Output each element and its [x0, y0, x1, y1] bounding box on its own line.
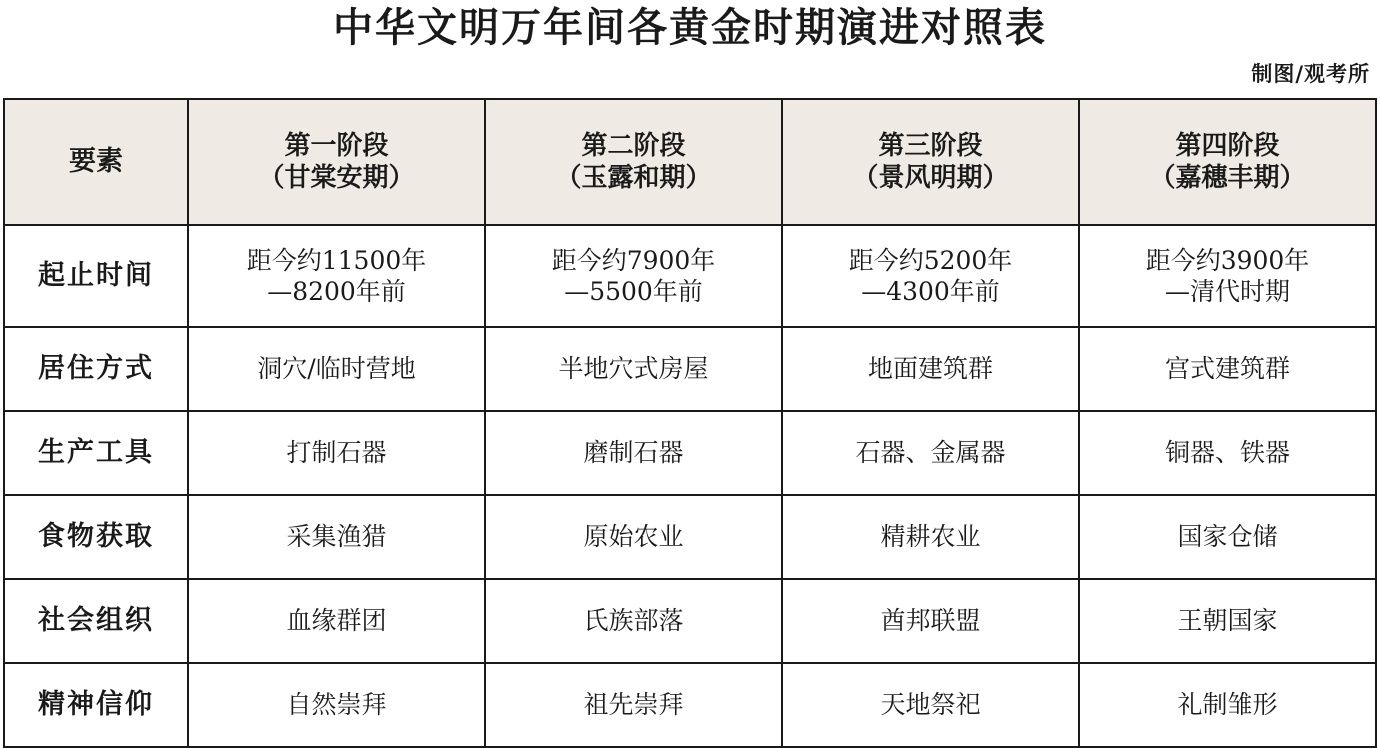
cell-line-2: —清代时期: [1164, 277, 1290, 306]
column-header-2-line2: （玉露和期）: [555, 163, 712, 193]
cell-tools-stage2: 磨制石器: [485, 411, 782, 495]
cell-dwelling-stage1: 洞穴/临时营地: [188, 327, 485, 411]
cell-food-stage1: 采集渔猎: [188, 495, 485, 579]
cell-social-stage4: 王朝国家: [1079, 579, 1376, 663]
cell-belief-stage4: 礼制雏形: [1079, 663, 1376, 747]
cell-food-stage2: 原始农业: [485, 495, 782, 579]
column-header-1-line2: （甘棠安期）: [258, 163, 415, 193]
cell-time-range-stage2: [485, 225, 782, 327]
cell-line-1: 距今约11500年: [246, 245, 427, 275]
column-header-1-line1: 第一阶段: [284, 130, 389, 161]
cell-line-1: 距今约3900年: [1145, 245, 1310, 275]
cell-food-stage4: 国家仓储: [1079, 495, 1376, 579]
row-header-time-range: 起止时间: [4, 225, 188, 327]
column-header-2-line1: 第二阶段: [581, 130, 686, 161]
column-header-4-line2: （嘉穗丰期）: [1149, 163, 1306, 193]
column-header-3-line1: 第三阶段: [878, 130, 983, 161]
cell-time-range-stage3: [782, 225, 1079, 327]
cell-social-stage2: 氏族部落: [485, 579, 782, 663]
cell-food-stage3: 精耕农业: [782, 495, 1079, 579]
comparison-table: [3, 98, 1377, 748]
cell-line-2: —8200年前: [267, 277, 406, 306]
cell-belief-stage3: 天地祭祀: [782, 663, 1079, 747]
row-header-belief: 精神信仰: [4, 663, 188, 747]
page-title: 中华文明万年间各黄金时期演进对照表: [333, 4, 1047, 51]
row-header-tools: 生产工具: [4, 411, 188, 495]
cell-belief-stage2: 祖先崇拜: [485, 663, 782, 747]
cell-dwelling-stage2: 半地穴式房屋: [485, 327, 782, 411]
table-row: [4, 225, 1376, 327]
table-header: [4, 99, 1376, 225]
cell-tools-stage1: 打制石器: [188, 411, 485, 495]
header-row: [4, 99, 1376, 225]
column-header-2: [485, 99, 782, 225]
cell-tools-stage4: 铜器、铁器: [1079, 411, 1376, 495]
cell-line-2: —5500年前: [564, 277, 703, 306]
column-header-1: [188, 99, 485, 225]
table-row: [4, 495, 1376, 579]
table-row: [4, 327, 1376, 411]
table-body: [4, 225, 1376, 747]
cell-line-2: —4300年前: [861, 277, 1000, 306]
column-header-4: [1079, 99, 1376, 225]
cell-line-1: 距今约7900年: [551, 245, 716, 275]
cell-social-stage3: 酋邦联盟: [782, 579, 1079, 663]
cell-social-stage1: 血缘群团: [188, 579, 485, 663]
column-header-4-line1: 第四阶段: [1175, 130, 1280, 161]
cell-belief-stage1: 自然崇拜: [188, 663, 485, 747]
cell-dwelling-stage3: 地面建筑群: [782, 327, 1079, 411]
row-header-food: 食物获取: [4, 495, 188, 579]
cell-tools-stage3: 石器、金属器: [782, 411, 1079, 495]
table-row: [4, 411, 1376, 495]
corner-header: 要素: [4, 99, 188, 225]
column-header-3: [782, 99, 1079, 225]
row-header-social: 社会组织: [4, 579, 188, 663]
table-row: [4, 579, 1376, 663]
table-row: [4, 663, 1376, 747]
cell-time-range-stage1: [188, 225, 485, 327]
cell-line-1: 距今约5200年: [848, 245, 1013, 275]
column-header-3-line2: （景风明期）: [852, 163, 1009, 193]
cell-dwelling-stage4: 宫式建筑群: [1079, 327, 1376, 411]
cell-time-range-stage4: [1079, 225, 1376, 327]
row-header-dwelling: 居住方式: [4, 327, 188, 411]
credit-line: 制图/观考所: [1251, 61, 1370, 86]
